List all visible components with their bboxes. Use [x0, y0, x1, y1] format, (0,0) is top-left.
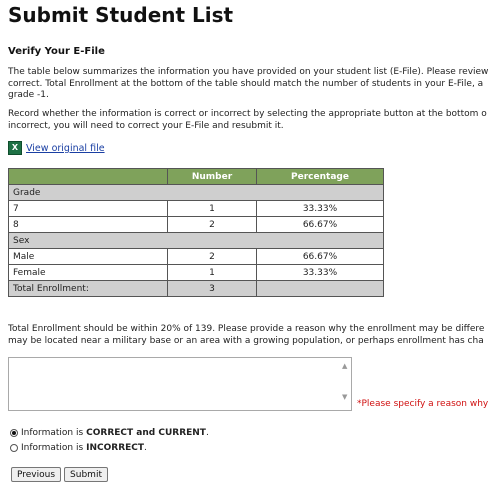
table-row [9, 265, 384, 281]
intro-line: The table below summarizes the information you have provided on your student list (E-File). Please review [8, 67, 489, 77]
table-row [9, 201, 384, 217]
row-number: 2 [168, 249, 257, 265]
enrollment-note [8, 323, 495, 347]
record-paragraph [8, 109, 495, 132]
table-header-row [9, 169, 384, 185]
row-label: Female [9, 265, 168, 281]
row-percentage: 66.67% [257, 217, 384, 233]
row-percentage: 33.33% [257, 201, 384, 217]
view-original-file [8, 141, 105, 155]
header-percentage: Percentage [257, 169, 384, 185]
excel-file-icon[interactable]: X [8, 141, 22, 155]
submit-button[interactable]: Submit [64, 467, 108, 482]
incorrect-radio[interactable] [10, 444, 18, 452]
option-suffix: . [144, 443, 147, 453]
row-percentage: 33.33% [257, 265, 384, 281]
view-original-file-link[interactable]: View original file [26, 142, 105, 154]
summary-table [8, 168, 384, 297]
total-row [9, 281, 384, 297]
note-line: may be located near a military base or an area with a growing population, or perhaps enrollment has cha [8, 336, 484, 346]
total-label: Total Enrollment: [9, 281, 168, 297]
total-value: 3 [168, 281, 257, 297]
option-prefix: Information is [21, 428, 84, 438]
option-prefix: Information is [21, 443, 84, 453]
record-line: incorrect, you will need to correct your E-File and resubmit it. [8, 120, 284, 131]
row-label: 7 [9, 201, 168, 217]
table-row [9, 249, 384, 265]
intro-line: grade -1. [8, 90, 49, 100]
scroll-up-icon[interactable]: ▲ [342, 362, 348, 370]
section-row-grade [9, 185, 384, 201]
row-label: Male [9, 249, 168, 265]
option-correct[interactable] [10, 428, 209, 438]
section-label: Sex [9, 233, 384, 249]
previous-button[interactable]: Previous [11, 467, 61, 482]
required-message: *Please specify a reason why [357, 399, 489, 409]
row-number: 1 [168, 265, 257, 281]
row-number: 2 [168, 217, 257, 233]
option-suffix: . [205, 428, 209, 438]
verify-subheading: Verify Your E-File [8, 46, 105, 57]
option-emphasis: INCORRECT [86, 443, 145, 453]
option-emphasis: CORRECT and CURRENT [86, 428, 206, 438]
page-title: Submit Student List [8, 3, 234, 27]
section-row-sex [9, 233, 384, 249]
intro-paragraph [8, 67, 495, 102]
intro-line: correct. Total Enrollment at the bottom of the table should match the number of students in your E-File, a [8, 78, 484, 89]
reason-textarea[interactable] [8, 357, 352, 411]
section-label: Grade [9, 185, 384, 201]
correct-radio[interactable] [10, 429, 18, 437]
button-bar [11, 467, 108, 482]
table-row [9, 217, 384, 233]
row-label: 8 [9, 217, 168, 233]
row-percentage: 66.67% [257, 249, 384, 265]
option-incorrect[interactable] [10, 443, 147, 453]
scroll-down-icon[interactable]: ▼ [342, 393, 348, 401]
header-number: Number [168, 169, 257, 185]
row-number: 1 [168, 201, 257, 217]
note-line: Total Enrollment should be within 20% of 139. Please provide a reason why the enrollment may be differe [8, 324, 485, 334]
total-empty [257, 281, 384, 297]
header-blank [9, 169, 168, 185]
record-line: Record whether the information is correct or incorrect by selecting the appropriate button at the bottom o [8, 109, 487, 119]
